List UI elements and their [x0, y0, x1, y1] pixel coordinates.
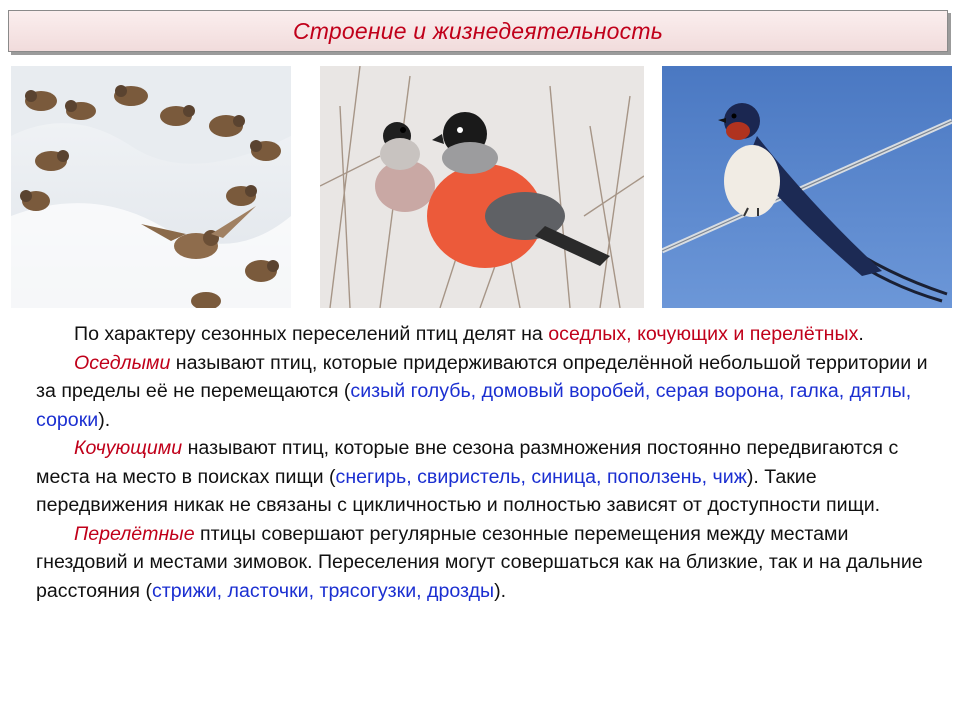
bullfinches-photo [320, 66, 644, 308]
paragraph-nomadic [36, 434, 936, 520]
intro-end: . [858, 323, 864, 345]
term-nomadic: Кочующими [74, 437, 183, 459]
migratory-end: ). [494, 579, 507, 602]
title-bar [8, 10, 948, 52]
paragraph-migratory [36, 520, 936, 606]
swallow-illustration [662, 66, 952, 308]
slide-title: Строение и жизнедеятельность [292, 17, 664, 44]
sedentary-end: ). [98, 408, 111, 431]
migration-categories: оседлых, кочующих и перелётных [548, 323, 859, 345]
sedentary-examples: сизый голубь, домовый воробей, серая ворона, галка, дятлы, сороки [36, 380, 912, 431]
intro-text: По характеру сезонных переселений птиц делят на [74, 323, 549, 345]
swallow-photo [662, 66, 952, 308]
migratory-examples: стрижи, ласточки, трясогузки, дрозды [152, 579, 495, 602]
body-text [36, 320, 936, 605]
sparrows-photo [11, 66, 291, 308]
nomadic-end: ). Такие передвижения никак не связаны с цикличностью и полностью зависят от доступности пищи. [36, 465, 881, 516]
nomadic-examples: снегирь, свиристель, синица, поползень, чиж [335, 465, 747, 488]
migratory-text: птицы совершают регулярные сезонные перемещения между местами гнездовий и местами зимовок. Переселения могут совершаться как на близкие, так и на дальние расстояния ( [36, 522, 923, 602]
term-sedentary: Оседлыми [74, 351, 171, 374]
bullfinches-illustration [320, 66, 644, 308]
term-migratory: Перелётные [74, 522, 195, 545]
sedentary-text: называют птиц, которые придерживаются определённой небольшой территории и за пределы её не перемещаются ( [36, 351, 928, 402]
paragraph-intro [36, 320, 936, 349]
sparrows-illustration [11, 66, 291, 308]
paragraph-sedentary [36, 349, 936, 435]
nomadic-text: называют птиц, которые вне сезона размножения постоянно передвигаются с места на место в поисках пищи ( [36, 437, 899, 488]
